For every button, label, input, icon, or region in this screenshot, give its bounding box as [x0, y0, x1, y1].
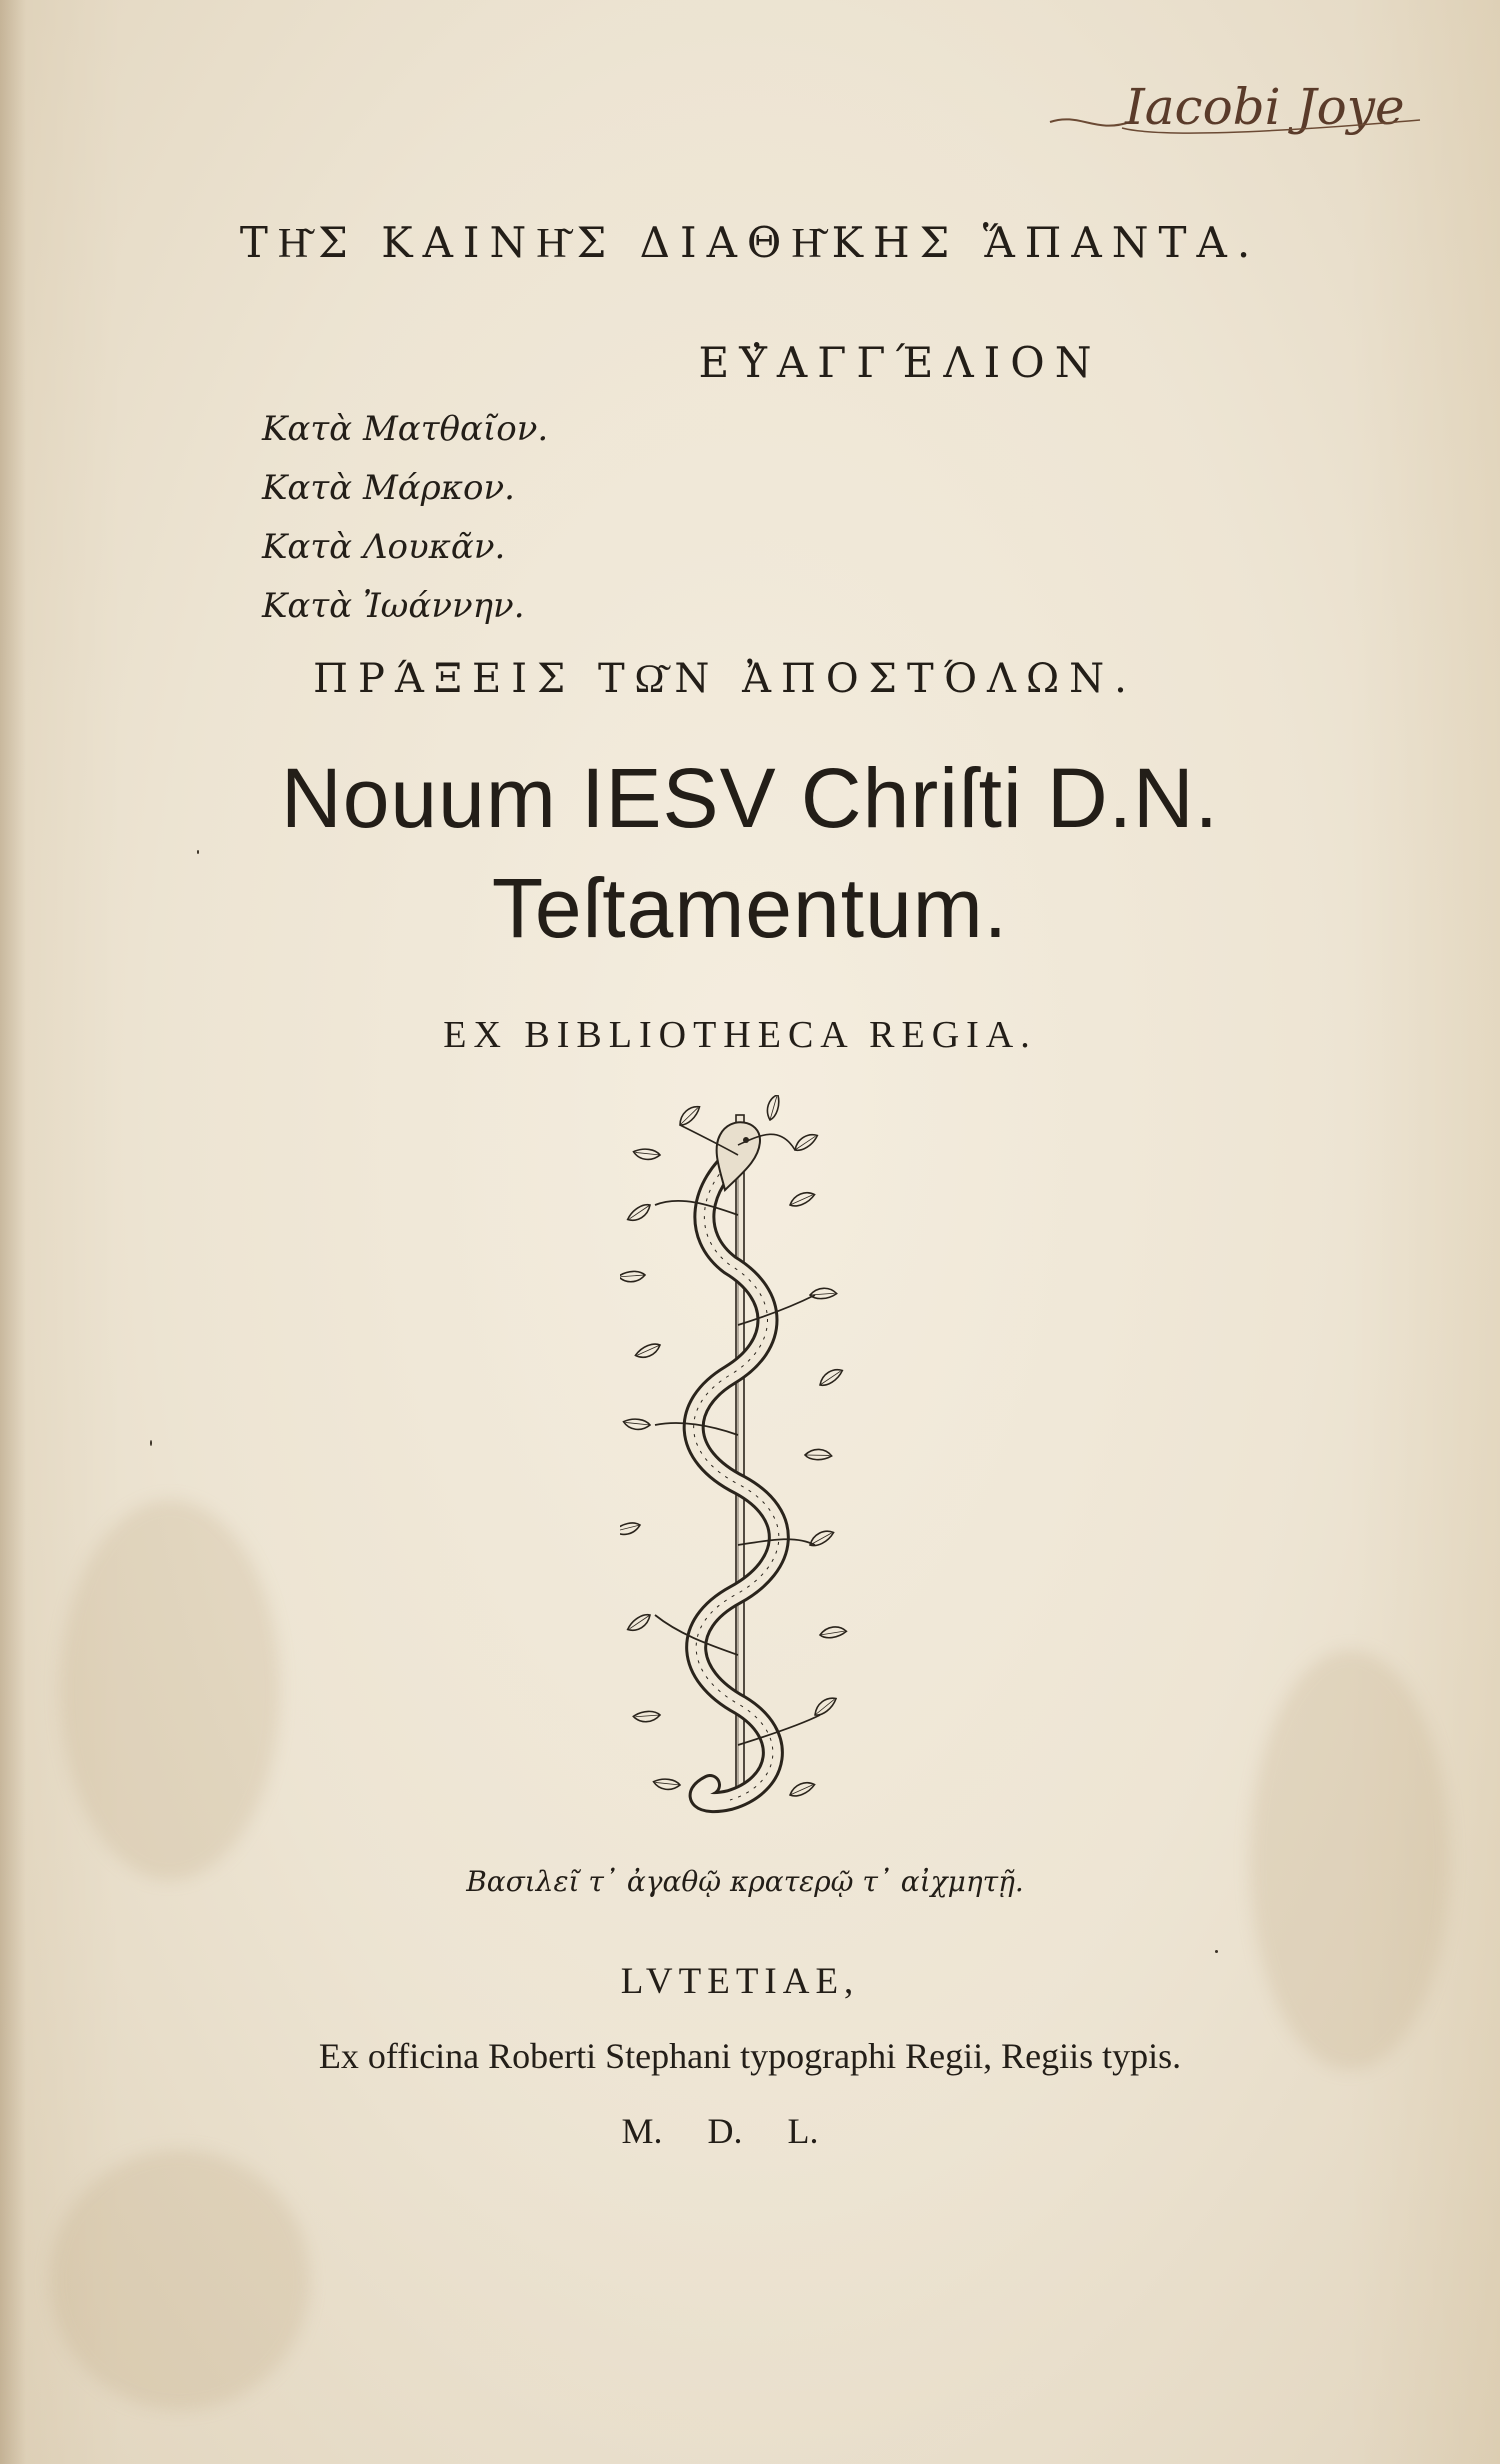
ink-speck	[197, 850, 199, 854]
gospel-item-john: Κατὰ Ἰωάννην.	[262, 586, 525, 626]
acts-heading: ΠΡΆΞΕΙΣ ΤΩ͂Ν ἈΠΟΣΤΌΛΩΝ.	[313, 656, 1137, 702]
euangelion-heading: ΕΥ̓ΑΓΓΈΛΙΟΝ	[698, 338, 1102, 387]
paper-stain	[60, 1500, 280, 1880]
latin-title-line-2: Teſtamentum.	[491, 861, 1009, 955]
ownership-signature	[1040, 62, 1450, 172]
gospel-item-matthew: Κατὰ Ματθαῖον.	[262, 409, 549, 449]
serpent-staff-emblem-icon	[620, 1095, 860, 1845]
imprint-year: M. D. L.	[621, 2111, 819, 2151]
imprint-place: LVTETIAE,	[620, 1961, 860, 2002]
imprint-printer: Ex officina Roberti Stephani typographi Regii, Regiis typis.	[318, 2036, 1182, 2076]
source-line: EX BIBLIOTHECA REGIA.	[443, 1014, 1037, 1056]
gospel-item-luke: Κατὰ Λουκᾶν.	[262, 527, 506, 567]
ink-speck	[1215, 1950, 1218, 1953]
paper-stain	[1250, 1650, 1450, 2070]
gospel-item-mark: Κατὰ Μάρκον.	[262, 468, 515, 508]
signature-text: Iacobi Joye	[1125, 78, 1405, 136]
page-edge-shadow	[0, 0, 26, 2464]
paper-stain	[50, 2150, 310, 2410]
greek-title: ΤΗ͂Σ ΚΑΙΝΗ͂Σ ΔΙΑΘΗ͂ΚΗΣ ἍΠΑΝΤΑ.	[239, 218, 1261, 267]
emblem-motto: Βασιλεῖ τ᾽ ἀγαθῷ κρατερῷ τ᾽ αἰχμητῇ.	[466, 1865, 1024, 1898]
gospel-list	[262, 400, 548, 636]
latin-title-line-1: Nouum IESV Chriſti D.N.	[281, 751, 1219, 845]
ink-speck	[150, 1440, 152, 1446]
